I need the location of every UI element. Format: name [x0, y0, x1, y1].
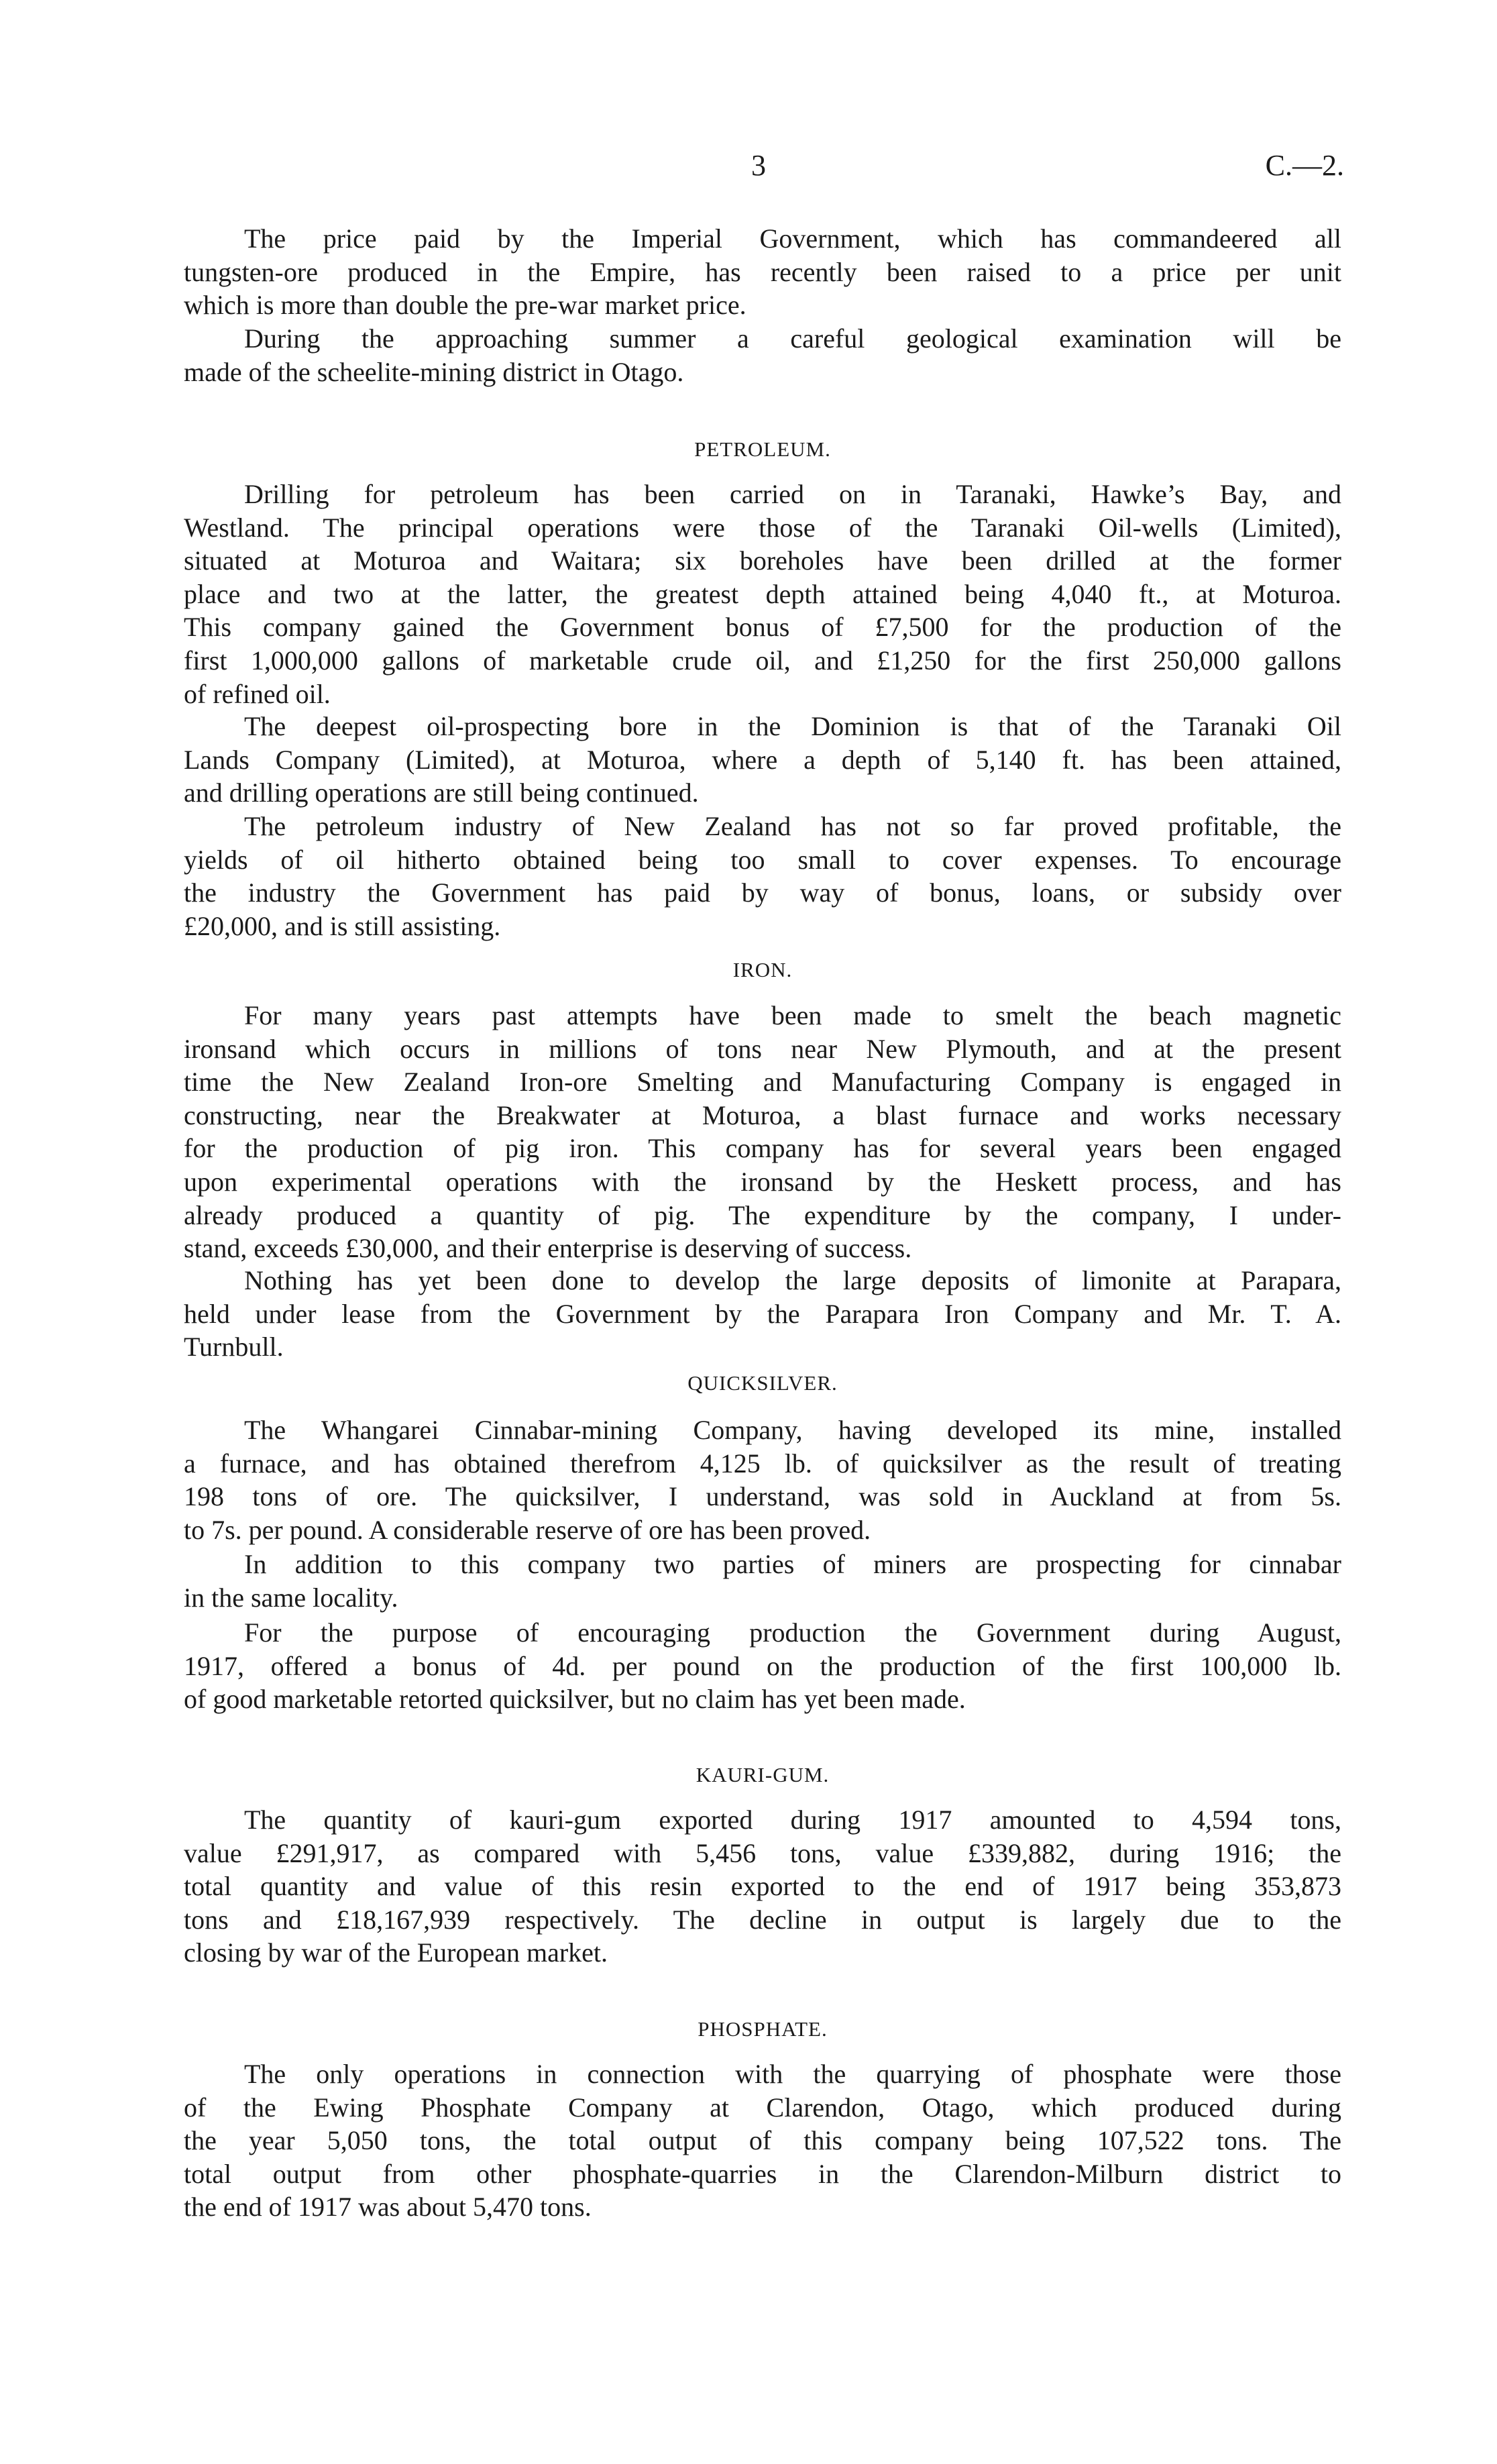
text-line: upon experimental operations with the ironsand by the Heskett process, and has: [184, 1166, 1341, 1197]
text-line: Turnbull.: [184, 1332, 284, 1362]
paragraph: [184, 999, 1341, 1265]
text-line: time the New Zealand Iron-ore Smelting and Manufacturing Company is engaged in: [184, 1067, 1341, 1097]
text-line: the industry the Government has paid by way of bonus, loans, or subsidy over: [184, 877, 1341, 908]
text-line: to 7s. per pound. A considerable reserve of ore has been proved.: [184, 1514, 871, 1545]
text-line: The only operations in connection with the quarrying of phosphate were those: [244, 2059, 1341, 2089]
text-line: This company gained the Government bonus of £7,500 for the production of the: [184, 612, 1341, 643]
paragraph: [184, 2057, 1341, 2224]
section-heading-kauri-gum: KAURI-GUM.: [696, 1763, 830, 1786]
paragraph: [184, 322, 1341, 388]
text-line: value £291,917, as compared with 5,456 tons, value £339,882, during 1916; the: [184, 1837, 1341, 1868]
text-line: already produced a quantity of pig. The expenditure by the company, I under-: [184, 1199, 1341, 1230]
text-line: 198 tons of ore. The quicksilver, I understand, was sold in Auckland at from 5s.: [184, 1481, 1341, 1512]
text-line: held under lease from the Government by the Parapara Iron Company and Mr. T. A.: [184, 1298, 1341, 1329]
section-heading-iron: IRON.: [732, 958, 793, 981]
section-heading-quicksilver: QUICKSILVER.: [687, 1371, 838, 1395]
text-line: yields of oil hitherto obtained being too small to cover expenses. To encourage: [184, 844, 1341, 875]
text-line: of refined oil.: [184, 678, 331, 709]
paragraph: [184, 1803, 1341, 1970]
text-line: Lands Company (Limited), at Moturoa, where a depth of 5,140 ft. has been attained,: [184, 744, 1341, 775]
paragraph: [184, 1264, 1341, 1364]
text-line: constructing, near the Breakwater at Moturoa, a blast furnace and works necessary: [184, 1100, 1341, 1130]
text-line: Drilling for petroleum has been carried on in Taranaki, Hawke’s Bay, and: [244, 479, 1341, 509]
text-line: the end of 1917 was about 5,470 tons.: [184, 2192, 592, 2222]
section-heading-petroleum: PETROLEUM.: [694, 437, 831, 461]
text-line: made of the scheelite-mining district in Otago.: [184, 356, 684, 387]
text-line: place and two at the latter, the greatest depth attained being 4,040 ft., at Moturoa.: [184, 578, 1341, 609]
text-line: For many years past attempts have been made to smelt the beach magnetic: [244, 1000, 1341, 1030]
text-line: in the same locality.: [184, 1582, 398, 1613]
text-line: 1917, offered a bonus of 4d. per pound on the production of the first 100,000 lb.: [184, 1650, 1341, 1681]
text-line: The deepest oil-prospecting bore in the Dominion is that of the Taranaki Oil: [244, 711, 1341, 741]
text-line: total quantity and value of this resin exported to the end of 1917 being 353,873: [184, 1871, 1341, 1902]
section-heading-phosphate: PHOSPHATE.: [698, 2017, 828, 2041]
text-line: for the production of pig iron. This company has for several years been engaged: [184, 1133, 1341, 1164]
text-line: closing by war of the European market.: [184, 1937, 608, 1968]
text-line: tons and £18,167,939 respectively. The decline in output is largely due to the: [184, 1904, 1341, 1935]
text-line: a furnace, and has obtained therefrom 4,125 lb. of quicksilver as the result of treating: [184, 1448, 1341, 1479]
text-line: total output from other phosphate-quarries in the Clarendon-Milburn district to: [184, 2158, 1341, 2189]
text-line: and drilling operations are still being continued.: [184, 778, 699, 808]
text-line: Westland. The principal operations were those of the Taranaki Oil-wells (Limited),: [184, 512, 1341, 543]
text-line: tungsten-ore produced in the Empire, has recently been raised to a price per unit: [184, 256, 1341, 287]
text-line: the year 5,050 tons, the total output of this company being 107,522 tons. The: [184, 2125, 1341, 2156]
paragraph: [184, 810, 1341, 943]
text-line: stand, exceeds £30,000, and their enterprise is deserving of success.: [184, 1233, 912, 1264]
text-line: The quantity of kauri-gum exported during 1917 amounted to 4,594 tons,: [244, 1805, 1341, 1835]
text-line: In addition to this company two parties of miners are prospecting for cinnabar: [244, 1549, 1341, 1579]
text-line: of the Ewing Phosphate Company at Clarendon, Otago, which produced during: [184, 2092, 1341, 2123]
text-line: £20,000, and is still assisting.: [184, 910, 501, 941]
paragraph: [184, 478, 1341, 710]
text-line: which is more than double the pre-war market price.: [184, 290, 746, 321]
paragraph: [184, 1548, 1341, 1614]
text-line: first 1,000,000 gallons of marketable crude oil, and £1,250 for the first 250,000 gallons: [184, 645, 1341, 676]
text-line: The petroleum industry of New Zealand has not so far proved profitable, the: [244, 811, 1341, 841]
paragraph: [184, 710, 1341, 810]
text-line: During the approaching summer a careful geological examination will be: [244, 323, 1341, 354]
paragraph: [184, 1616, 1341, 1716]
paragraph: [184, 1413, 1341, 1546]
text-line: For the purpose of encouraging production the Government during August,: [244, 1617, 1341, 1648]
text-line: ironsand which occurs in millions of tons near New Plymouth, and at the present: [184, 1033, 1341, 1064]
text-line: The price paid by the Imperial Government, which has commandeered all: [244, 223, 1341, 254]
text-line: The Whangarei Cinnabar-mining Company, having developed its mine, installed: [244, 1415, 1341, 1445]
text-line: situated at Moturoa and Waitara; six boreholes have been drilled at the former: [184, 545, 1341, 576]
document-reference: C.—2.: [1265, 149, 1344, 182]
text-line: Nothing has yet been done to develop the large deposits of limonite at Parapara,: [244, 1265, 1341, 1295]
paragraph: [184, 222, 1341, 322]
text-line: of good marketable retorted quicksilver, but no claim has yet been made.: [184, 1684, 966, 1715]
page-number: 3: [751, 149, 766, 182]
